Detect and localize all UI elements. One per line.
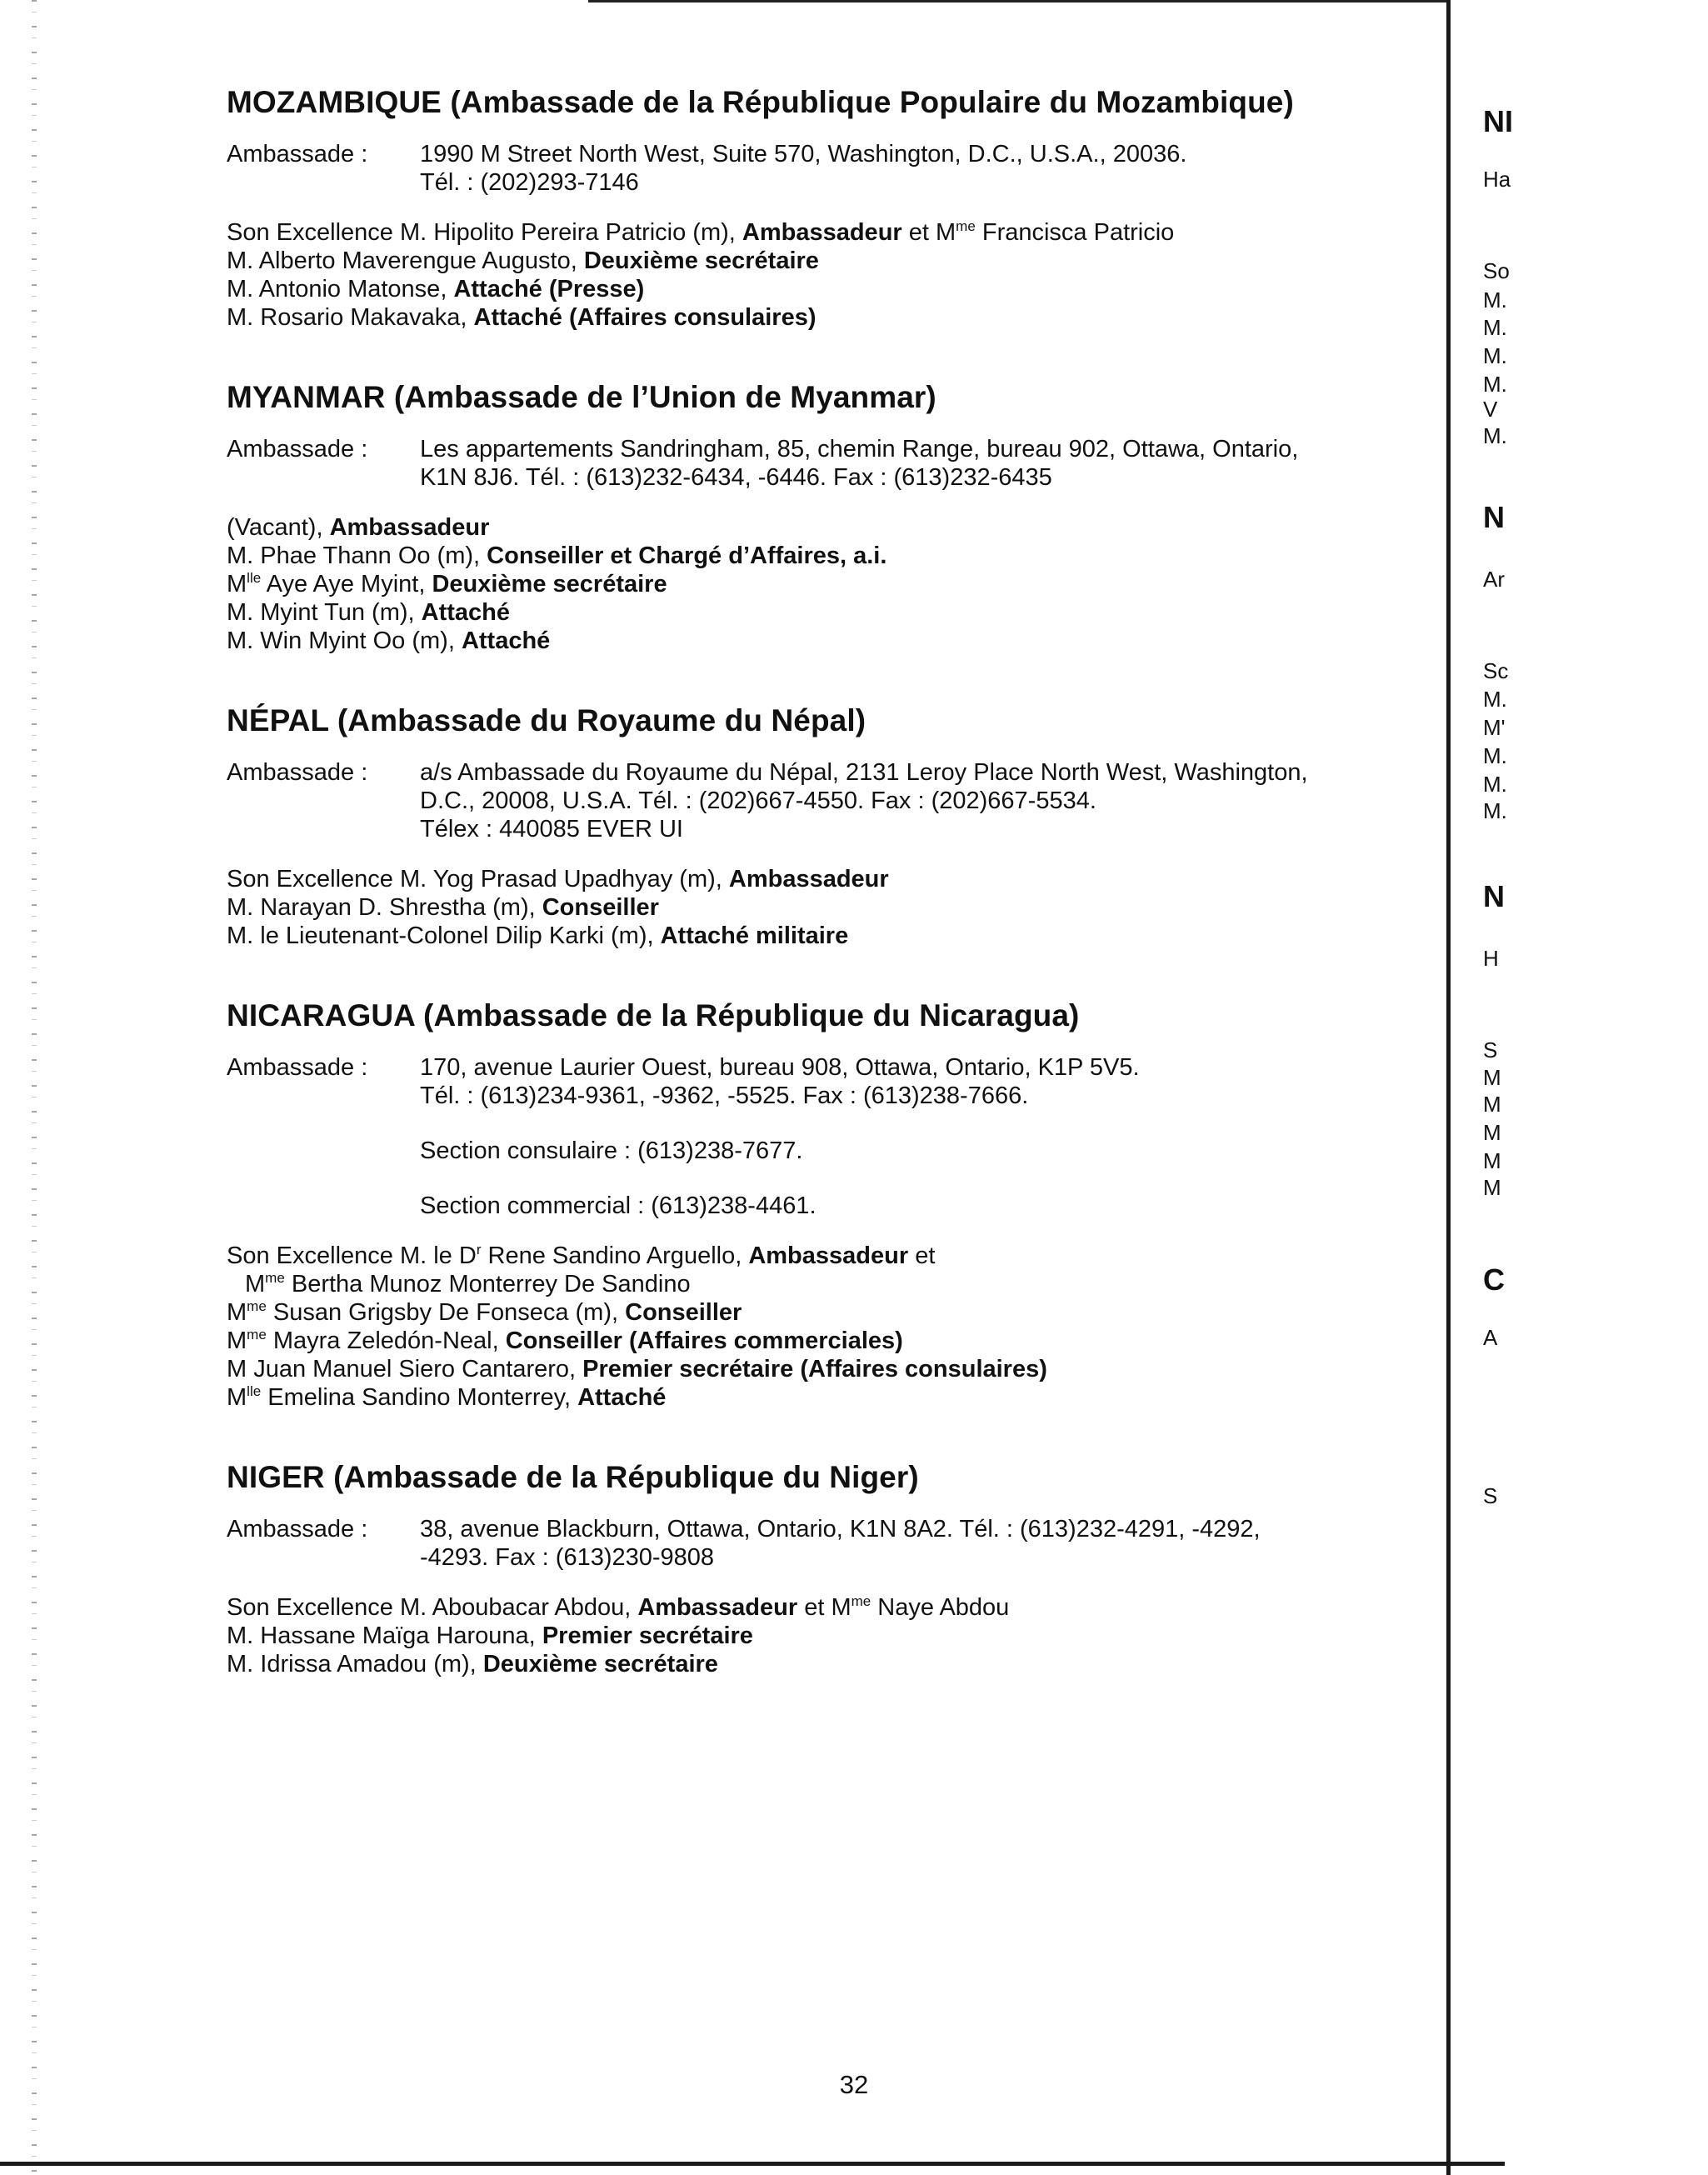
- address-block: [227, 758, 1443, 843]
- address-lines: [420, 140, 1443, 197]
- honorific-suffix: me: [247, 1327, 267, 1342]
- person-name: M Juan Manuel Siero Cantarero,: [227, 1356, 583, 1382]
- staff-entry: [227, 1242, 1443, 1270]
- address-line: -4293. Fax : (613)230-9808: [420, 1544, 715, 1571]
- address-line: Tél. : (613)234-9361, -9362, -5525. Fax : (613)238-7666.: [420, 1082, 1029, 1109]
- spouse-connector: et M: [797, 1594, 852, 1621]
- section-heading: [227, 1458, 1443, 1497]
- address-spacer: [420, 1110, 1443, 1137]
- diplomatic-title: Deuxième secrétaire: [432, 571, 667, 598]
- staff-entry: [227, 1383, 1443, 1412]
- diplomatic-title: Conseiller (Affaires commerciales): [505, 1328, 903, 1354]
- person-name: (Vacant),: [227, 514, 330, 541]
- staff-entry: [227, 893, 1443, 922]
- address-extra-line: Section consulaire : (613)238-7677.: [420, 1138, 803, 1164]
- edge-fragment: N: [1483, 879, 1505, 913]
- edge-fragment: M: [1483, 1148, 1501, 1173]
- address-label: Ambassade :: [227, 1516, 368, 1542]
- embassy-section: [227, 997, 1443, 1412]
- edge-fragment: V: [1483, 397, 1498, 422]
- person-name: Bertha Munoz Monterrey De Sandino: [284, 1271, 691, 1298]
- staff-entry: [227, 1593, 1443, 1622]
- edge-fragment: M.: [1483, 687, 1507, 712]
- edge-fragment: M: [1483, 1092, 1501, 1117]
- diplomatic-title: Premier secrétaire (Affaires consulaires): [582, 1356, 1047, 1382]
- edge-fragment: M.: [1483, 798, 1507, 823]
- person-name: Son Excellence M. Aboubacar Abdou,: [227, 1594, 638, 1621]
- address-block: [227, 1053, 1443, 1220]
- staff-entry: [227, 1327, 1443, 1355]
- person-name: Emelina Sandino Monterrey,: [261, 1384, 578, 1411]
- staff-list: [227, 865, 1443, 950]
- edge-fragment: M: [1483, 1120, 1501, 1145]
- edge-fragment: M: [1483, 1065, 1501, 1090]
- staff-entry: [227, 1270, 1443, 1298]
- scan-border-right: [1446, 0, 1451, 2175]
- country-name: NICARAGUA: [227, 998, 415, 1032]
- staff-list: [227, 513, 1443, 655]
- staff-list: [227, 218, 1443, 332]
- edge-fragment: Ha: [1483, 167, 1511, 192]
- name-prefix: M: [227, 1384, 247, 1411]
- name-prefix: M: [227, 1299, 247, 1326]
- staff-entry: [227, 218, 1443, 247]
- section-heading: [227, 83, 1443, 122]
- edge-fragment: S: [1483, 1038, 1498, 1062]
- diplomatic-title: Conseiller et Chargé d’Affaires, a.i.: [487, 542, 887, 569]
- person-name: M. Alberto Maverengue Augusto,: [227, 248, 584, 274]
- edge-fragment: H: [1483, 946, 1499, 971]
- address-line: Télex : 440085 EVER UI: [420, 816, 683, 842]
- honorific-suffix: r: [476, 1242, 482, 1258]
- person-name: Mayra Zeledón-Neal,: [266, 1328, 506, 1354]
- honorific-suffix: me: [956, 218, 976, 234]
- honorific-suffix: me: [265, 1270, 285, 1286]
- name-prefix: M: [245, 1271, 266, 1298]
- diplomatic-title: Deuxième secrétaire: [482, 1651, 718, 1678]
- embassy-subtitle: (Ambassade du Royaume du Népal): [337, 703, 866, 738]
- staff-entry: [227, 865, 1443, 893]
- person-name-cont: Rene Sandino Arguello,: [481, 1242, 749, 1269]
- staff-entry: [227, 1622, 1443, 1650]
- edge-fragment: M.: [1483, 315, 1507, 340]
- staff-entry: [227, 598, 1443, 627]
- diplomatic-title: Ambassadeur: [728, 866, 889, 892]
- section-heading: [227, 378, 1443, 417]
- person-name: Son Excellence M. Hipolito Pereira Patricio (m),: [227, 219, 742, 246]
- edge-fragment: NI: [1483, 104, 1513, 138]
- diplomatic-title: Attaché (Presse): [453, 276, 645, 302]
- staff-entry: [227, 627, 1443, 655]
- spouse-connector: et M: [901, 219, 956, 246]
- diplomatic-title: Ambassadeur: [742, 219, 902, 246]
- diplomatic-title: Attaché (Affaires consulaires): [473, 304, 817, 331]
- diplomatic-title: Ambassadeur: [748, 1242, 909, 1269]
- edge-fragment: M.: [1483, 372, 1507, 397]
- country-name: MYANMAR: [227, 380, 386, 414]
- staff-list: [227, 1242, 1443, 1412]
- page-number: 32: [839, 2070, 869, 2099]
- scan-binding-noise: [32, 0, 37, 2175]
- staff-entry: [227, 1650, 1443, 1678]
- person-name: Son Excellence M. le D: [227, 1242, 477, 1269]
- address-line: 170, avenue Laurier Ouest, bureau 908, Ottawa, Ontario, K1P 5V5.: [420, 1054, 1140, 1081]
- address-lines: [420, 435, 1443, 492]
- edge-fragment: So: [1483, 258, 1510, 283]
- staff-entry: [227, 542, 1443, 570]
- country-name: MOZAMBIQUE: [227, 85, 442, 119]
- name-prefix: M: [227, 1328, 247, 1354]
- address-spacer: [420, 1165, 1443, 1192]
- diplomatic-title: Attaché: [461, 628, 551, 654]
- name-prefix: M: [227, 571, 247, 598]
- edge-fragment: M': [1483, 715, 1506, 740]
- person-name: M. Win Myint Oo (m),: [227, 628, 462, 654]
- section-heading: [227, 702, 1443, 740]
- edge-fragment: A: [1483, 1325, 1498, 1350]
- embassy-subtitle: (Ambassade de la République du Nicaragua): [423, 998, 1080, 1032]
- address-block: [227, 140, 1443, 197]
- honorific-suffix: lle: [247, 570, 262, 586]
- embassy-subtitle: (Ambassade de l’Union de Myanmar): [393, 380, 936, 414]
- honorific-suffix: lle: [247, 1383, 262, 1399]
- address-lines: [420, 1053, 1443, 1220]
- person-name: M. Rosario Makavaka,: [227, 304, 474, 331]
- address-block: [227, 435, 1443, 492]
- edge-fragment: M.: [1483, 743, 1507, 768]
- person-name: M. Antonio Matonse,: [227, 276, 454, 302]
- edge-fragment: M.: [1483, 423, 1507, 448]
- diplomatic-title: Deuxième secrétaire: [583, 248, 819, 274]
- edge-fragment: Sc: [1483, 658, 1509, 683]
- diplomatic-title: Attaché militaire: [660, 922, 849, 949]
- embassy-section: [227, 378, 1443, 655]
- person-name: Son Excellence M. Yog Prasad Upadhyay (m),: [227, 866, 729, 892]
- diplomatic-title: Attaché: [421, 599, 510, 626]
- staff-entry: [227, 570, 1443, 598]
- embassy-subtitle: (Ambassade de la République Populaire du Mozambique): [450, 85, 1294, 119]
- edge-fragment: Ar: [1483, 567, 1505, 592]
- honorific-suffix: me: [247, 1298, 267, 1314]
- person-name: Susan Grigsby De Fonseca (m),: [266, 1299, 626, 1326]
- staff-entry: [227, 922, 1443, 950]
- edge-fragment: M.: [1483, 288, 1507, 312]
- address-line: D.C., 20008, U.S.A. Tél. : (202)667-4550. Fax : (202)667-5534.: [420, 788, 1096, 814]
- edge-fragment: S: [1483, 1483, 1498, 1508]
- spouse-name: Naye Abdou: [871, 1594, 1010, 1621]
- edge-fragment: M: [1483, 1175, 1501, 1200]
- scan-border-bottom: [0, 2162, 1505, 2166]
- address-lines: [420, 758, 1443, 843]
- address-block: [227, 1515, 1443, 1572]
- edge-fragment: M.: [1483, 772, 1507, 797]
- staff-entry: [227, 303, 1443, 332]
- address-label: Ambassade :: [227, 759, 368, 786]
- directory-page: [227, 83, 1443, 1725]
- staff-entry: [227, 275, 1443, 303]
- person-name: M. le Lieutenant-Colonel Dilip Karki (m),: [227, 922, 661, 949]
- honorific-suffix: me: [851, 1593, 871, 1609]
- staff-list: [227, 1593, 1443, 1678]
- scan-border-top: [588, 0, 1451, 2]
- edge-fragment: C: [1483, 1262, 1505, 1297]
- address-line: a/s Ambassade du Royaume du Népal, 2131 Leroy Place North West, Washington,: [420, 759, 1308, 786]
- person-name: M. Idrissa Amadou (m),: [227, 1651, 483, 1678]
- diplomatic-title: Conseiller: [625, 1299, 742, 1326]
- address-line: Les appartements Sandringham, 85, chemin Range, bureau 902, Ottawa, Ontario,: [420, 436, 1299, 462]
- facing-page-edge: [1483, 0, 1513, 2175]
- person-name: Aye Aye Myint,: [261, 571, 432, 598]
- staff-entry: [227, 1298, 1443, 1327]
- staff-entry: [227, 513, 1443, 542]
- embassy-section: [227, 83, 1443, 332]
- diplomatic-title: Attaché: [577, 1384, 667, 1411]
- embassy-section: [227, 1458, 1443, 1678]
- person-name: M. Hassane Maïga Harouna,: [227, 1622, 542, 1649]
- address-line: Tél. : (202)293-7146: [420, 169, 639, 196]
- person-name: M. Narayan D. Shrestha (m),: [227, 894, 542, 921]
- staff-entry: [227, 247, 1443, 275]
- edge-fragment: M.: [1483, 343, 1507, 368]
- section-heading: [227, 997, 1443, 1035]
- address-extra-line: Section commercial : (613)238-4461.: [420, 1192, 817, 1219]
- country-name: NÉPAL: [227, 703, 329, 738]
- address-label: Ambassade :: [227, 1054, 368, 1081]
- country-name: NIGER: [227, 1460, 325, 1494]
- diplomatic-title: Conseiller: [542, 894, 659, 921]
- staff-entry: [227, 1355, 1443, 1383]
- edge-fragment: N: [1483, 500, 1505, 534]
- embassy-subtitle: (Ambassade de la République du Niger): [333, 1460, 919, 1494]
- person-name: M. Myint Tun (m),: [227, 599, 422, 626]
- spouse-connector: et: [908, 1242, 936, 1269]
- diplomatic-title: Premier secrétaire: [542, 1622, 753, 1649]
- diplomatic-title: Ambassadeur: [329, 514, 490, 541]
- address-line: 38, avenue Blackburn, Ottawa, Ontario, K1N 8A2. Tél. : (613)232-4291, -4292,: [420, 1516, 1261, 1542]
- embassy-section: [227, 702, 1443, 950]
- address-line: 1990 M Street North West, Suite 570, Washington, D.C., U.S.A., 20036.: [420, 141, 1187, 168]
- spouse-name: Francisca Patricio: [975, 219, 1175, 246]
- address-lines: [420, 1515, 1443, 1572]
- address-line: K1N 8J6. Tél. : (613)232-6434, -6446. Fax : (613)232-6435: [420, 464, 1052, 491]
- person-name: M. Phae Thann Oo (m),: [227, 542, 487, 569]
- address-label: Ambassade :: [227, 141, 368, 168]
- address-label: Ambassade :: [227, 436, 368, 462]
- diplomatic-title: Ambassadeur: [637, 1594, 798, 1621]
